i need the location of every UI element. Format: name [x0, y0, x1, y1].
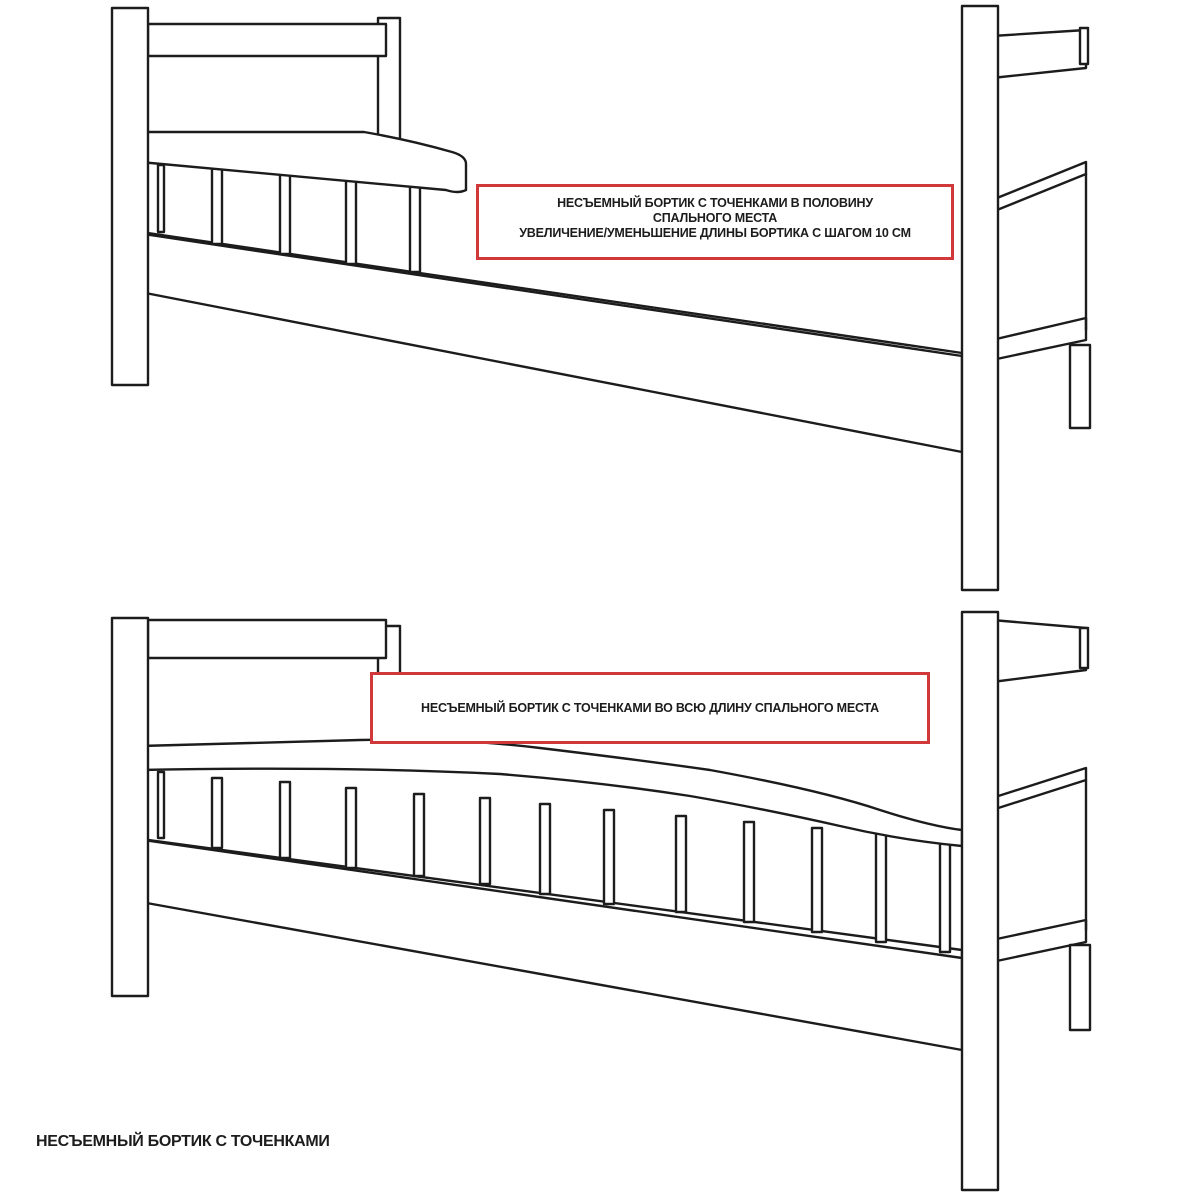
annotation-line: СПАЛЬНОГО МЕСТА: [652, 211, 778, 225]
annotation-line: УВЕЛИЧЕНИЕ/УМЕНЬШЕНИЕ ДЛИНЫ БОРТИКА С ШАГОМ 10 СМ: [519, 226, 911, 240]
foot-post: [962, 612, 998, 1190]
annotation-half-length-rail: [476, 184, 954, 260]
annotation-line: НЕСЪЕМНЫЙ БОРТИК С ТОЧЕНКАМИ ВО ВСЮ ДЛИНУ СПАЛЬНОГО МЕСТА: [421, 701, 879, 715]
foot-post: [962, 6, 998, 590]
headboard-top-panel: [148, 620, 386, 658]
figure-caption: НЕСЪЕМНЫЙ БОРТИК С ТОЧЕНКАМИ: [36, 1133, 330, 1150]
headboard-top-panel: [148, 24, 386, 56]
head-post: [112, 8, 148, 385]
front-side-rail: [130, 232, 962, 452]
guard-board: [130, 132, 466, 192]
footboard: [992, 28, 1090, 428]
bed-half-rail-drawing: [112, 6, 1090, 590]
footboard: [992, 620, 1090, 1030]
head-post: [112, 618, 148, 996]
annotation-full-length-rail: [370, 672, 930, 744]
annotation-line: НЕСЪЕМНЫЙ БОРТИК С ТОЧЕНКАМИ В ПОЛОВИНУ: [557, 196, 873, 210]
